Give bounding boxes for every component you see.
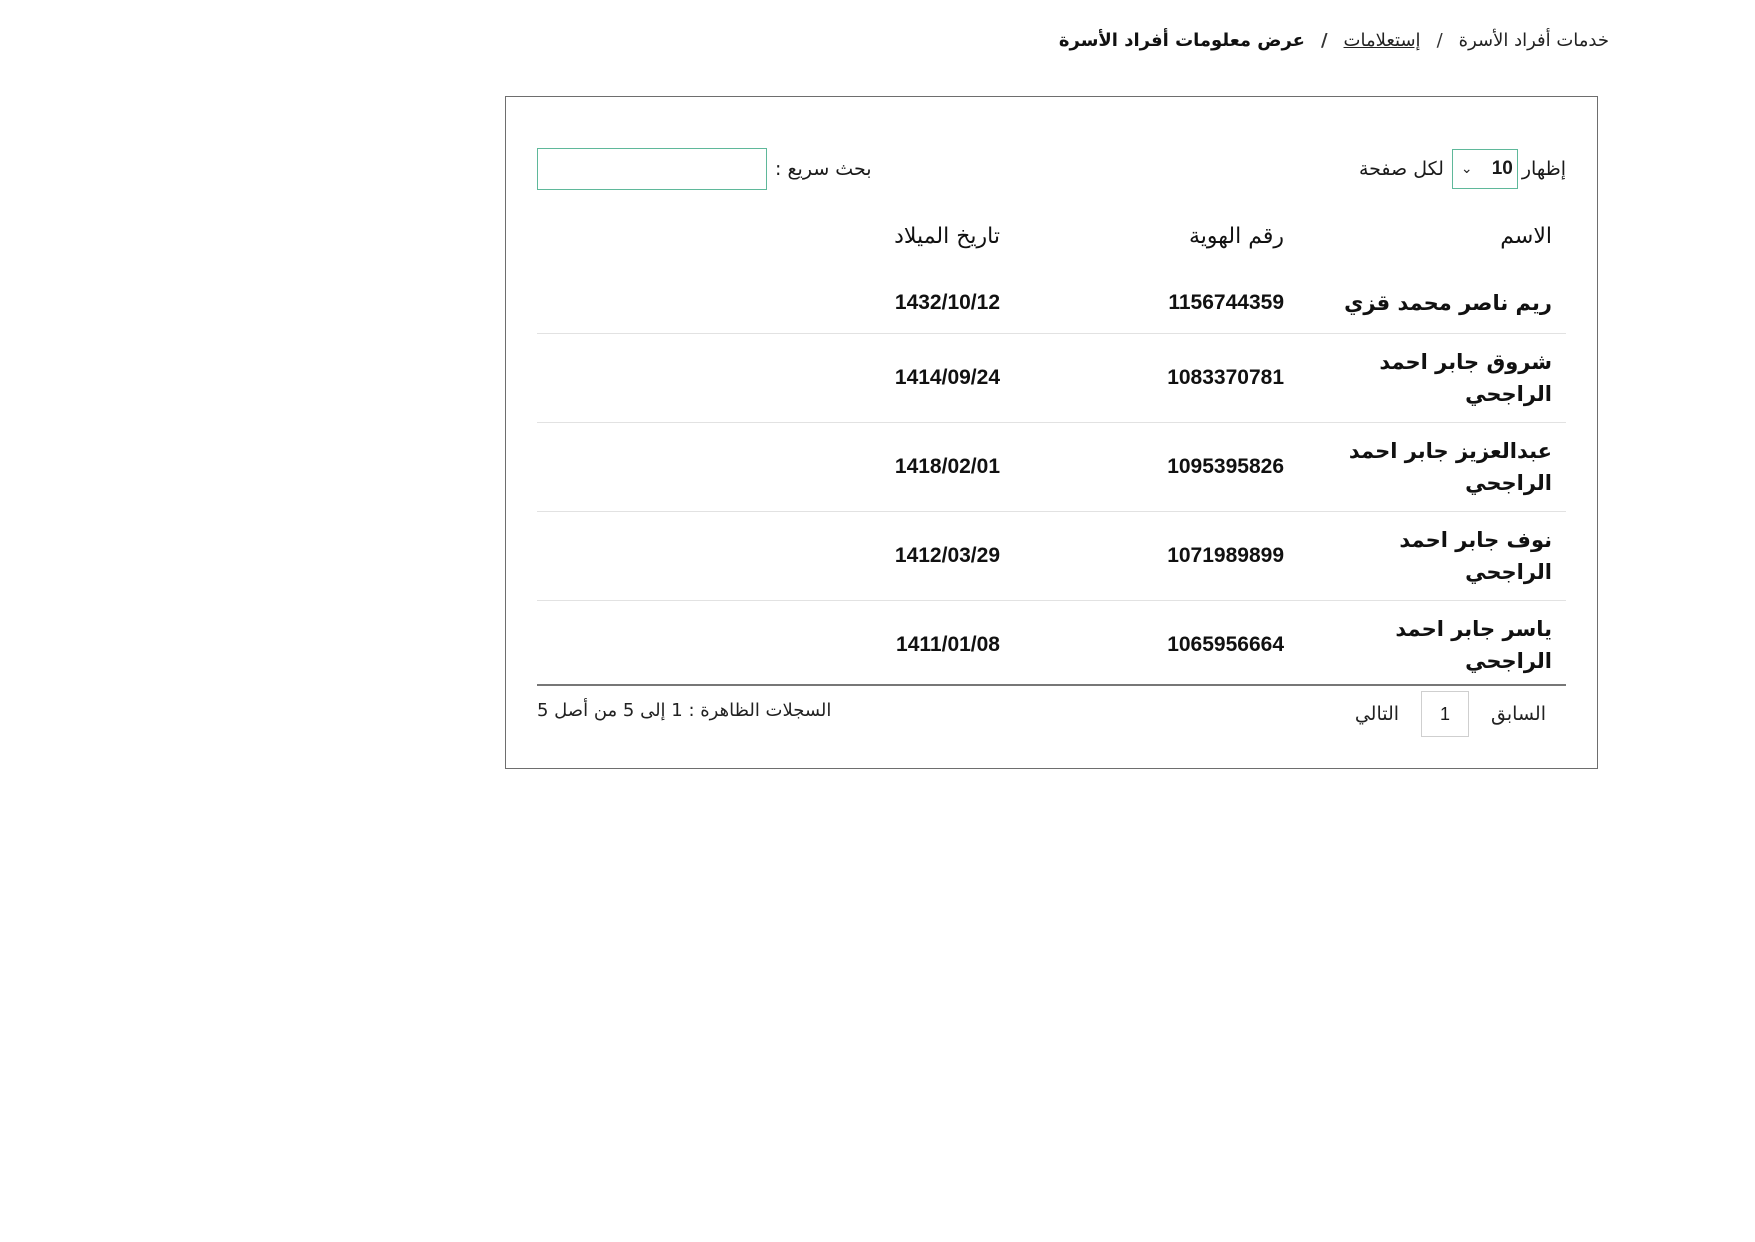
table-controls bbox=[537, 147, 1566, 191]
cell-name: عبدالعزيز جابر احمد الراجحي bbox=[1298, 423, 1566, 512]
pagination bbox=[1355, 690, 1546, 738]
table-row bbox=[537, 273, 1566, 334]
next-page-button[interactable]: التالي bbox=[1354, 703, 1400, 725]
family-members-table bbox=[537, 217, 1566, 689]
cell-name: ياسر جابر احمد الراجحي bbox=[1298, 601, 1566, 690]
cell-empty bbox=[537, 273, 728, 334]
cell-id-number: 1095395826 bbox=[1014, 423, 1298, 512]
page-size-control bbox=[1359, 147, 1566, 191]
per-page-label: لكل صفحة bbox=[1358, 158, 1444, 180]
header-id-number[interactable]: رقم الهوية bbox=[1188, 223, 1284, 249]
show-label: إظهار bbox=[1521, 158, 1566, 180]
family-members-card bbox=[505, 96, 1598, 769]
page-number-button[interactable]: 1 bbox=[1421, 691, 1469, 737]
cell-id-number: 1071989899 bbox=[1014, 512, 1298, 601]
breadcrumb-separator: / bbox=[1320, 30, 1328, 51]
cell-empty bbox=[537, 512, 728, 601]
chevron-down-icon: ⌄ bbox=[1460, 161, 1473, 177]
cell-id-number: 1065956664 bbox=[1014, 601, 1298, 690]
page-size-value: 10 bbox=[1491, 158, 1513, 179]
cell-birth-date: 1414/09/24 bbox=[728, 334, 1014, 423]
records-info: السجلات الظاهرة : 1 إلى 5 من أصل 5 bbox=[537, 700, 832, 721]
breadcrumb-root: خدمات أفراد الأسرة bbox=[1458, 30, 1609, 51]
table-row bbox=[537, 601, 1566, 690]
search-label: بحث سريع : bbox=[775, 158, 872, 180]
table-row bbox=[537, 423, 1566, 512]
previous-page-button[interactable]: السابق bbox=[1491, 703, 1546, 725]
table-footer bbox=[537, 684, 1566, 740]
page-size-select[interactable] bbox=[1452, 149, 1518, 189]
cell-birth-date: 1411/01/08 bbox=[728, 601, 1014, 690]
cell-empty bbox=[537, 423, 728, 512]
cell-birth-date: 1418/02/01 bbox=[728, 423, 1014, 512]
cell-birth-date: 1412/03/29 bbox=[728, 512, 1014, 601]
table-row bbox=[537, 512, 1566, 601]
header-name[interactable]: الاسم bbox=[1500, 223, 1552, 249]
quick-search bbox=[537, 147, 872, 191]
cell-name: شروق جابر احمد الراجحي bbox=[1298, 334, 1566, 423]
table-row bbox=[537, 334, 1566, 423]
cell-name: نوف جابر احمد الراجحي bbox=[1298, 512, 1566, 601]
cell-birth-date: 1432/10/12 bbox=[894, 291, 1000, 314]
search-input[interactable] bbox=[537, 148, 767, 190]
breadcrumb-current: عرض معلومات أفراد الأسرة bbox=[1058, 30, 1305, 51]
table-header-row bbox=[537, 217, 1566, 273]
cell-id-number: 1156744359 bbox=[1168, 291, 1284, 314]
cell-name: ريم ناصر محمد قزي bbox=[1344, 291, 1552, 315]
cell-empty bbox=[537, 601, 728, 690]
header-birth-date[interactable]: تاريخ الميلاد bbox=[894, 223, 1000, 249]
header-empty bbox=[537, 217, 728, 273]
breadcrumb-separator: / bbox=[1436, 30, 1443, 51]
breadcrumb bbox=[1059, 30, 1609, 51]
breadcrumb-link-inquiries[interactable]: إستعلامات bbox=[1343, 30, 1421, 51]
cell-empty bbox=[537, 334, 728, 423]
cell-id-number: 1083370781 bbox=[1014, 334, 1298, 423]
